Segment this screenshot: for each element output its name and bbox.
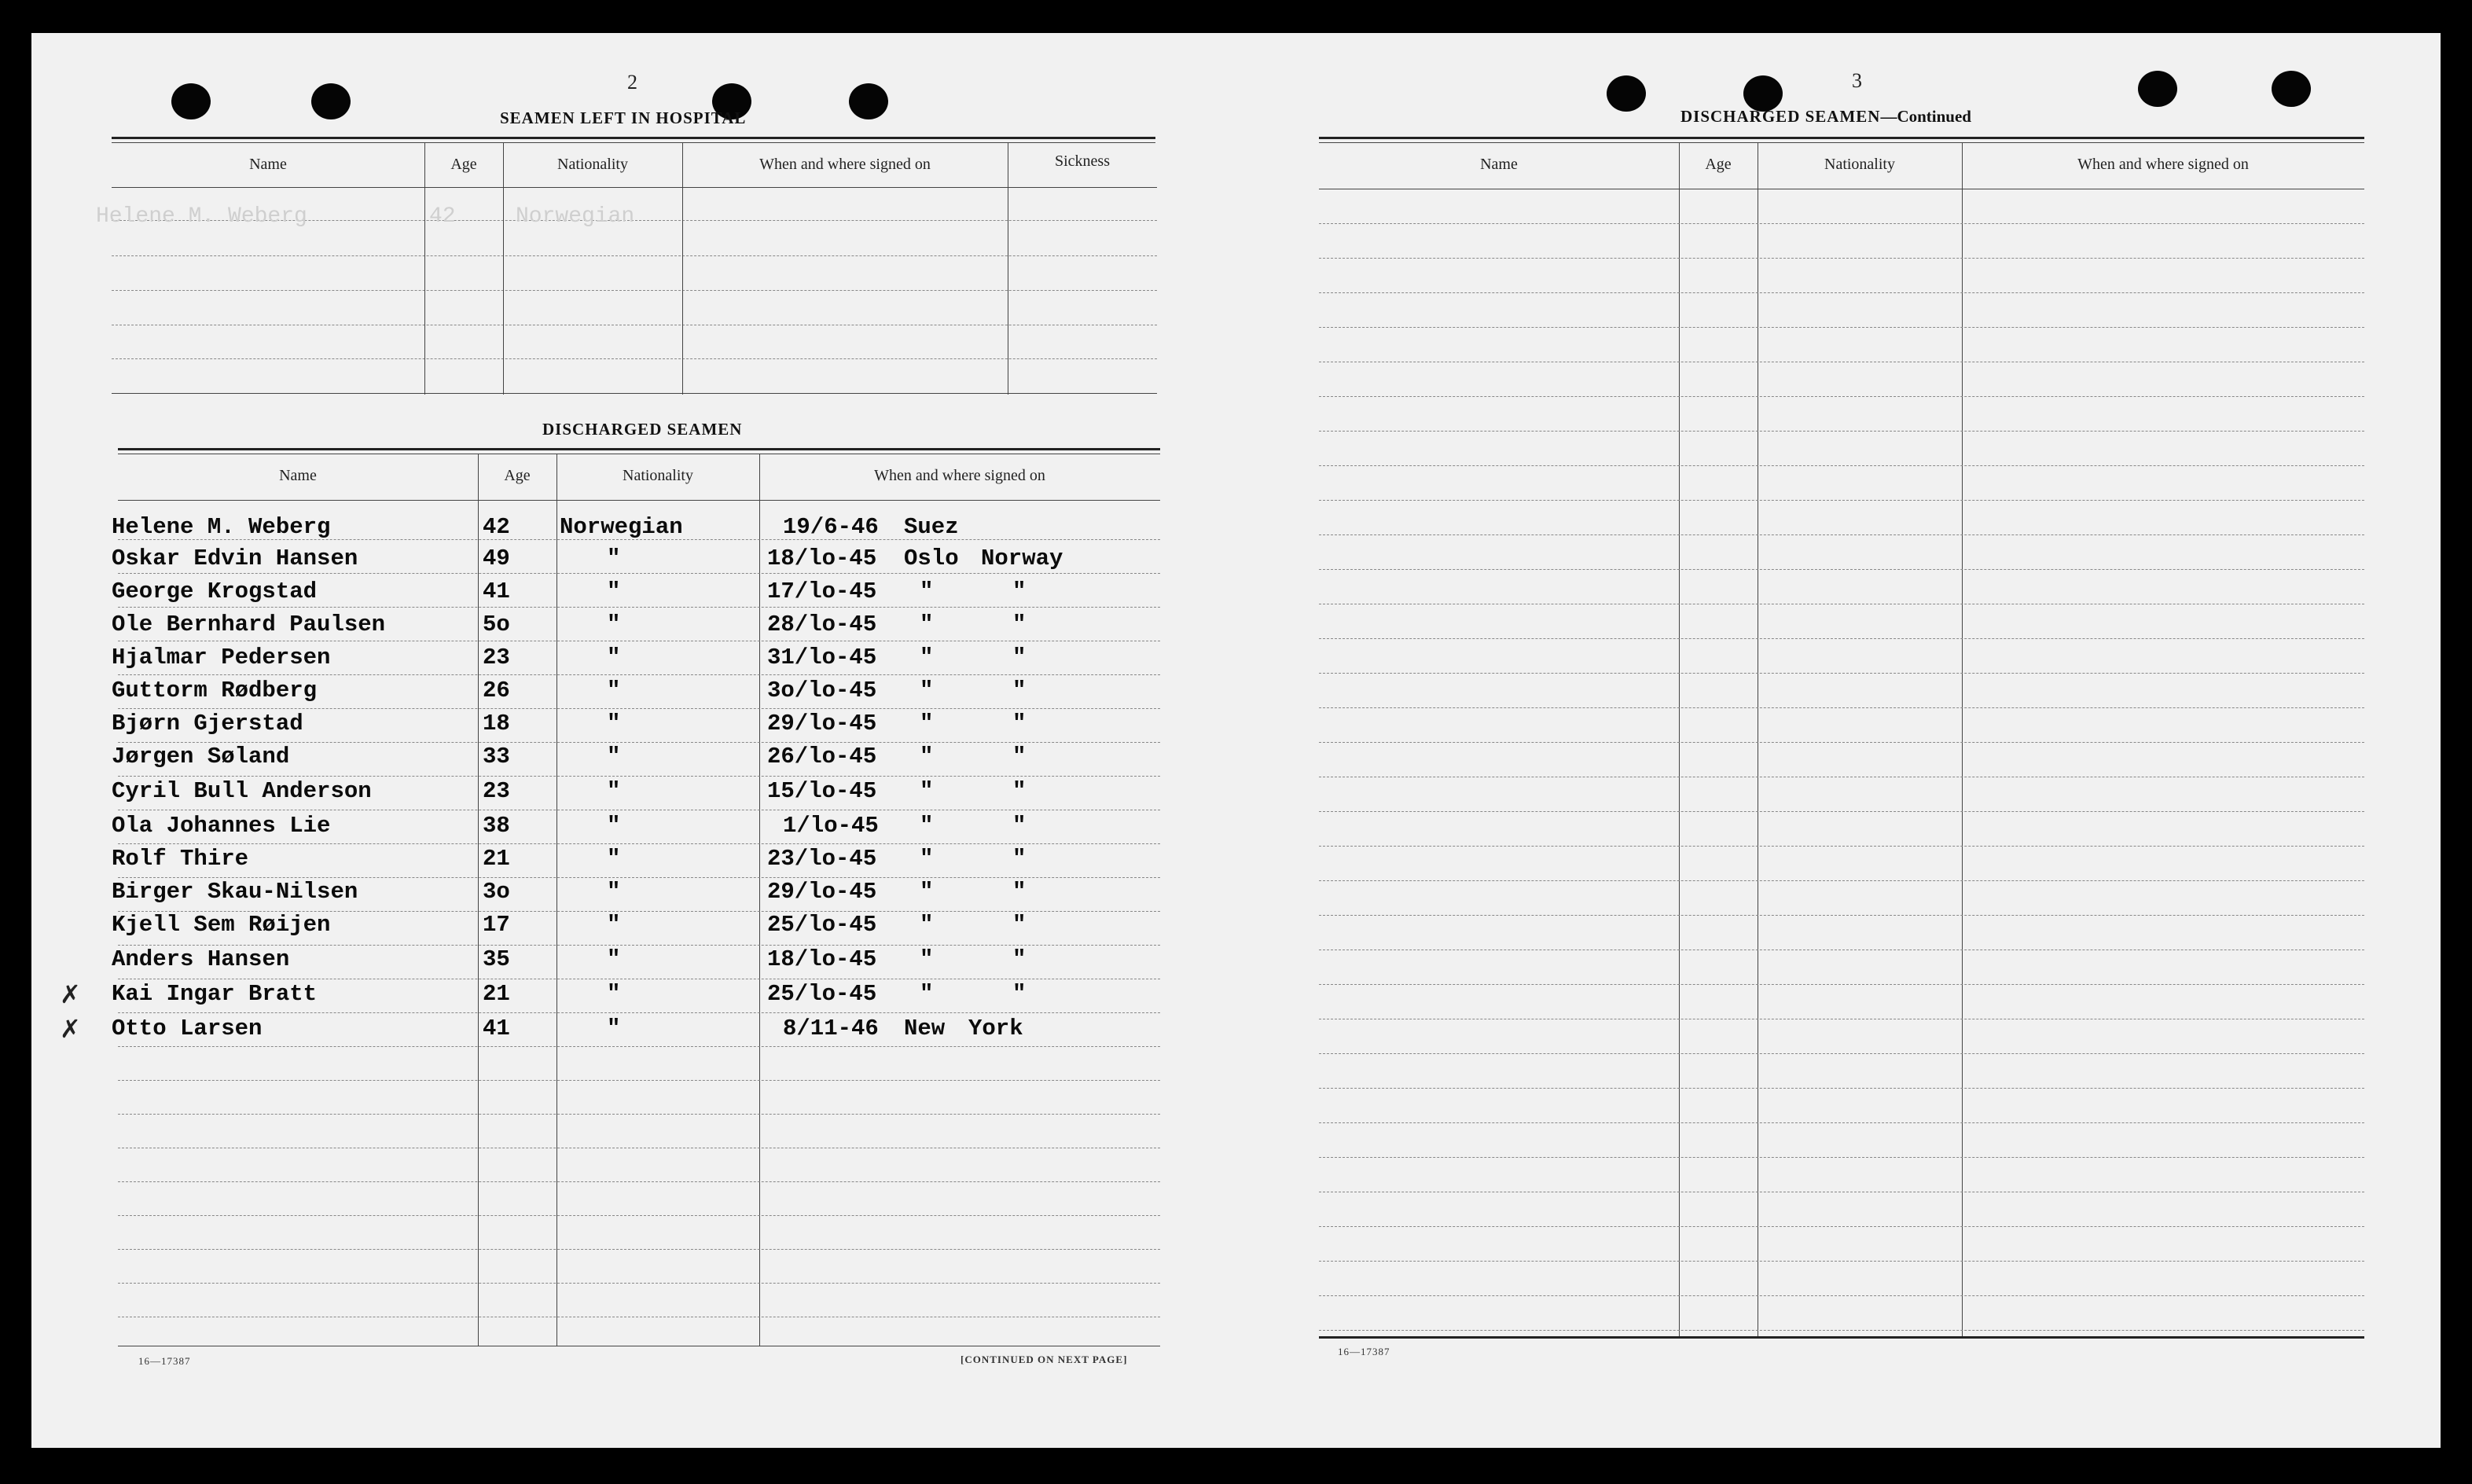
rule [1319, 292, 2364, 293]
punch-hole [2272, 71, 2311, 107]
rule [1319, 880, 2364, 881]
rule [118, 1249, 1160, 1250]
seaman-nationality: " [607, 946, 621, 972]
discharged-continued-title [1680, 107, 1971, 127]
rule [1319, 673, 2364, 674]
signed-on-place-detail: Norway [981, 545, 1063, 571]
column-header: When and where signed on [2077, 156, 2249, 173]
rule [1319, 137, 2364, 139]
seaman-age: 38 [483, 813, 510, 839]
page-number: 2 [627, 71, 637, 94]
signed-on-place: " [920, 612, 934, 637]
rule [118, 1283, 1160, 1284]
seaman-age: 21 [483, 981, 510, 1007]
rule [1319, 327, 2364, 328]
rule [112, 187, 1157, 188]
seaman-nationality: " [607, 912, 621, 938]
rule [1319, 465, 2364, 466]
faint-name: Helene M. Weberg [96, 204, 307, 229]
hospital-section-title: SEAMEN LEFT IN HOSPITAL [500, 108, 747, 127]
column-header: Sickness [1055, 152, 1110, 170]
rule [1319, 431, 2364, 432]
seaman-name: Ole Bernhard Paulsen [112, 612, 386, 637]
rule [118, 1046, 1160, 1047]
signed-on-date: 19/6-46 [783, 514, 879, 540]
rule [1319, 258, 2364, 259]
signed-on-place: " [920, 912, 934, 938]
signed-on-place: Oslo [904, 545, 959, 571]
rule [118, 742, 1160, 743]
rule [1319, 223, 2364, 224]
column-header: Nationality [623, 467, 693, 484]
rule [112, 358, 1157, 359]
signed-on-place-detail: " [1012, 981, 1027, 1007]
seaman-age: 49 [483, 545, 510, 571]
rule [118, 708, 1160, 709]
punch-hole [311, 83, 351, 119]
column-divider [556, 454, 557, 1346]
column-divider [424, 143, 425, 395]
signed-on-place-detail: " [1012, 678, 1027, 703]
seaman-age: 17 [483, 912, 510, 938]
signed-on-place-detail: " [1012, 744, 1027, 770]
column-header: Name [279, 467, 317, 484]
rule [1319, 500, 2364, 501]
page-number: 3 [1852, 69, 1862, 92]
rule [1319, 1336, 2364, 1339]
seaman-name: Oskar Edvin Hansen [112, 545, 358, 571]
signed-on-place: " [920, 981, 934, 1007]
column-header: Age [450, 156, 477, 173]
seaman-name: Jørgen Søland [112, 744, 290, 770]
signed-on-date: 15/lo-45 [767, 778, 877, 804]
seaman-name: Hjalmar Pedersen [112, 645, 331, 670]
punch-hole [849, 83, 888, 119]
seaman-nationality: " [607, 545, 621, 571]
signed-on-place-detail: " [1012, 579, 1027, 604]
signed-on-date: 18/lo-45 [767, 946, 877, 972]
document-sheet [31, 33, 2441, 1448]
rule [118, 573, 1160, 574]
rule [118, 1080, 1160, 1081]
seaman-age: 5o [483, 612, 510, 637]
signed-on-place-detail: " [1012, 879, 1027, 905]
signed-on-place: " [920, 813, 934, 839]
signed-on-place: New [904, 1016, 946, 1041]
signed-on-date: 18/lo-45 [767, 545, 877, 571]
seaman-name: Guttorm Rødberg [112, 678, 318, 703]
seaman-nationality: " [607, 612, 621, 637]
column-header: Age [504, 467, 531, 484]
rule [112, 290, 1157, 291]
signed-on-place: " [920, 579, 934, 604]
column-header: Name [1480, 156, 1518, 173]
rule [1319, 1261, 2364, 1262]
signed-on-place-detail: York [968, 1016, 1023, 1041]
signed-on-date: 31/lo-45 [767, 645, 877, 670]
rule [118, 776, 1160, 777]
seaman-age: 42 [483, 514, 510, 540]
punch-hole [1607, 75, 1646, 112]
seaman-nationality: " [607, 744, 621, 770]
seaman-age: 23 [483, 645, 510, 670]
seaman-age: 35 [483, 946, 510, 972]
seaman-nationality: " [607, 778, 621, 804]
form-number: 16—17387 [1338, 1346, 1390, 1357]
seaman-nationality: " [607, 981, 621, 1007]
signed-on-date: 29/lo-45 [767, 711, 877, 736]
faint-age: 42 [429, 204, 456, 229]
rule [118, 945, 1160, 946]
rule [1319, 142, 2364, 143]
seaman-nationality: Norwegian [560, 514, 683, 540]
seaman-age: 21 [483, 846, 510, 872]
seaman-nationality: " [607, 579, 621, 604]
seaman-nationality: " [607, 846, 621, 872]
punch-hole [2138, 71, 2177, 107]
signed-on-place: Suez [904, 514, 959, 540]
signed-on-date: 25/lo-45 [767, 912, 877, 938]
rule [112, 137, 1155, 139]
signed-on-place-detail: " [1012, 912, 1027, 938]
discharged-section-title: DISCHARGED SEAMEN [542, 420, 743, 439]
seaman-age: 3o [483, 879, 510, 905]
punch-hole [171, 83, 211, 119]
rule [112, 255, 1157, 256]
check-mark: ✗ [60, 979, 81, 1009]
rule [1319, 984, 2364, 985]
signed-on-place: " [920, 879, 934, 905]
rule [1319, 811, 2364, 812]
seaman-age: 26 [483, 678, 510, 703]
rule [1319, 707, 2364, 708]
form-number: 16—17387 [138, 1355, 191, 1367]
rule [1319, 846, 2364, 847]
seaman-nationality: " [607, 678, 621, 703]
signed-on-date: 25/lo-45 [767, 981, 877, 1007]
signed-on-place-detail: " [1012, 778, 1027, 804]
rule [118, 500, 1160, 501]
seaman-nationality: " [607, 645, 621, 670]
rule [118, 1181, 1160, 1182]
signed-on-place: " [920, 946, 934, 972]
signed-on-place-detail: " [1012, 946, 1027, 972]
seaman-name: Birger Skau-Nilsen [112, 879, 358, 905]
rule [118, 877, 1160, 878]
column-divider [682, 143, 683, 395]
signed-on-date: 8/11-46 [783, 1016, 879, 1041]
rule [1319, 1053, 2364, 1054]
signed-on-place: " [920, 711, 934, 736]
seaman-name: Ola Johannes Lie [112, 813, 331, 839]
seaman-age: 23 [483, 778, 510, 804]
rule [1319, 396, 2364, 397]
seaman-name: Rolf Thire [112, 846, 249, 872]
signed-on-place-detail: " [1012, 846, 1027, 872]
seaman-nationality: " [607, 1016, 621, 1041]
seaman-name: Bjørn Gjerstad [112, 711, 303, 736]
check-mark: ✗ [60, 1014, 81, 1044]
signed-on-date: 1/lo-45 [783, 813, 879, 839]
rule [1319, 1295, 2364, 1296]
rule [1319, 915, 2364, 916]
column-divider [503, 143, 504, 395]
signed-on-place: " [920, 678, 934, 703]
seaman-nationality: " [607, 711, 621, 736]
seaman-age: 33 [483, 744, 510, 770]
rule [1319, 638, 2364, 639]
signed-on-place-detail: " [1012, 711, 1027, 736]
rule [118, 843, 1160, 844]
rule [1319, 1157, 2364, 1158]
faint-nationality: Norwegian [516, 204, 635, 229]
rule [118, 448, 1160, 450]
rule [118, 1114, 1160, 1115]
signed-on-place-detail: " [1012, 645, 1027, 670]
continued-note: [CONTINUED ON NEXT PAGE] [961, 1354, 1128, 1365]
rule [112, 393, 1157, 394]
seaman-nationality: " [607, 813, 621, 839]
title-main: DISCHARGED SEAMEN [1680, 107, 1881, 126]
signed-on-date: 29/lo-45 [767, 879, 877, 905]
signed-on-place-detail: " [1012, 813, 1027, 839]
signed-on-date: 26/lo-45 [767, 744, 877, 770]
seaman-name: George Krogstad [112, 579, 318, 604]
rule [118, 1215, 1160, 1216]
seaman-name: Otto Larsen [112, 1016, 263, 1041]
column-header: Nationality [1824, 156, 1895, 173]
signed-on-place: " [920, 744, 934, 770]
signed-on-date: 3o/lo-45 [767, 678, 877, 703]
seaman-name: Helene M. Weberg [112, 514, 331, 540]
rule [112, 142, 1155, 143]
seaman-name: Cyril Bull Anderson [112, 778, 372, 804]
rule [1319, 1226, 2364, 1227]
rule [1319, 1330, 2364, 1331]
signed-on-date: 28/lo-45 [767, 612, 877, 637]
rule [118, 674, 1160, 675]
seaman-age: 18 [483, 711, 510, 736]
seaman-nationality: " [607, 879, 621, 905]
signed-on-place: " [920, 846, 934, 872]
rule [118, 1012, 1160, 1013]
signed-on-date: 17/lo-45 [767, 579, 877, 604]
column-header: Age [1705, 156, 1732, 173]
signed-on-place: " [920, 645, 934, 670]
column-divider [759, 454, 760, 1346]
seaman-name: Anders Hansen [112, 946, 290, 972]
column-header: When and where signed on [874, 467, 1045, 484]
signed-on-place-detail: " [1012, 612, 1027, 637]
seaman-name: Kjell Sem Røijen [112, 912, 331, 938]
signed-on-place: " [920, 778, 934, 804]
signed-on-date: 23/lo-45 [767, 846, 877, 872]
rule [118, 607, 1160, 608]
rule [1319, 534, 2364, 535]
seaman-age: 41 [483, 1016, 510, 1041]
seaman-age: 41 [483, 579, 510, 604]
title-suffix: —Continued [1880, 107, 1971, 126]
rule [1319, 569, 2364, 570]
rule [1319, 1088, 2364, 1089]
column-header: Nationality [557, 156, 628, 173]
seaman-name: Kai Ingar Bratt [112, 981, 318, 1007]
column-header: When and where signed on [759, 156, 931, 173]
rule [1319, 1122, 2364, 1123]
column-divider [478, 454, 479, 1346]
column-header: Name [249, 156, 287, 173]
rule [1319, 742, 2364, 743]
